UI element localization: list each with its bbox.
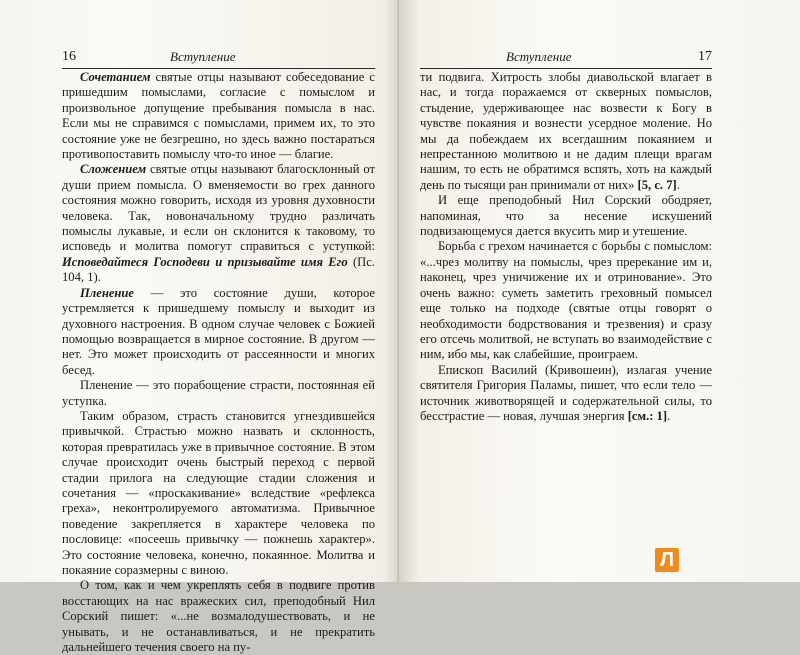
page-number: 17 [698, 49, 712, 64]
paragraph-text: святые отцы называют благосклонный от души прием помысла. О вменяемости во грех данного состояния можно говорить, исходя из уровня духовности человека. Так, новоначальному трудно различать помыслы лукавые, и если он склонится к таковому, то исповедь и молитва помогут справиться с уступкой: [62, 162, 375, 254]
paragraph-text: святые отцы называют собеседование с пришедшим помыслами, согласие с помыслом и произвольное допущение пребывания помысла в нас. Если мы не справимся с помыслами, примем их, то это состояние уже не безгрешно, но здесь важно постараться противопоставить помыслу что-то иное — благие. [62, 70, 375, 162]
scripture-reference: (Пс. 104, 1). [62, 254, 375, 285]
term-highlight: Пленение [80, 285, 135, 300]
paragraph: Борьба с грехом начинается с борьбы с помыслом: «...чрез молитву на помыслы, чрез пререкание им и, наконец, чрез уничижение их и отринование». Это очень важно: суметь заметить греховный помысел еще только на подходе (святые отцы говорят о необходимости бодрствования и трезвения) и сразу его отсечь молитвой, не вступать во взаимодействие с ним, ибо мы, как слабейшие, проиграем. [420, 239, 712, 362]
left-page-header [62, 48, 375, 69]
term-highlight: Сложением [80, 162, 147, 177]
paragraph-text: ти подвига. Хитрость злобы диавольской влагает в нас, и тогда поражаемся от скверных помыслов, стыдение, удерживающее нас возвести к Богу в чувстве покаяния и вознести усердное моление. Но мы да побеждаем их всегдашним покаянием и непрестанною молитвою и не дадим плещи врагам нашим, то есть не обратимся вспять, хоть на каждый день по тысящи ран принимали от них» [420, 70, 712, 192]
page-number: 16 [62, 49, 76, 64]
left-page [0, 0, 399, 655]
paragraph [62, 70, 375, 162]
paragraph: Епископ Василий (Кривошеин), излагая учение святителя Григория Паламы, пишет, что если тело — источник животворящей и содержательной силы, то бесстрастие — новая, лучшая энергия [см.: 1]. [420, 362, 712, 423]
citation: [см.: 1] [627, 408, 668, 423]
right-page-header [420, 48, 712, 69]
running-title: Вступление [170, 49, 236, 64]
left-page-body [62, 70, 375, 655]
paragraph: И еще преподобный Нил Сорский ободряет, напоминая, что за несение искушений подвизающемуся дается вкусить мир и утешение. [420, 193, 712, 239]
paragraph: ти подвига. Хитрость злобы диавольской влагает в нас, и тогда поражаемся от скверных помыслов, стыдение, удерживающее нас возвести к Богу в чувстве покаяния и вознести усердное моление. Но мы да побеждаем их всегдашним покаянием и непрестанною молитвою и не дадим плещи врагам нашим, то есть не обратимся вспять, хоть на каждый день по тысящи ран принимали от них» [5, с. 7]. [420, 70, 712, 192]
scripture-quote: Исповедайтеся Господеви и призывайте имя Его [62, 254, 348, 269]
paragraph [62, 162, 375, 285]
term-highlight: Сочетанием [80, 70, 151, 84]
running-title: Вступление [506, 49, 572, 64]
paragraph-text: — это состояние души, которое устремляется к пришедшему помыслу и выходит из духовного настроения. В одном случае человек с Божией помощью возвращается в мирное состояние. В другом — нет. Это может происходить от рассеянности и многих бесед. [62, 285, 375, 377]
paragraph: Таким образом, страсть становится угнездившейся привычкой. Страстью можно назвать и склонность, которая превратилась уже в привычное состояние. В этом случае происходит очень быстрый переход с первой стадии прилога на следующие стадии сложения и сочетания — «проскакивание» вследствие «рефлекса греха», неконтролируемого автоматизма. Привычное поведение закрепляется в характере человека по пословице: «посеешь привычку — пожнешь характер». Это состояние человека, конечно, покаянное. Молитва и покаяние соразмерны с виною. [62, 408, 375, 577]
paragraph: Пленение — это порабощение страсти, постоянная ей уступка. [62, 378, 375, 408]
paragraph: О том, как и чем укреплять себя в подвиге против восстающих на нас вражеских сил, преподобный Нил Сорский пишет: «...не возмалодушествовать, и не унывать, и не останавливаться, и не прекратить дальнейшего течения своего на пу- [62, 578, 375, 655]
right-page-body [420, 70, 712, 424]
labirint-logo-icon: Л [655, 548, 679, 572]
citation: [5, с. 7] [637, 177, 677, 192]
right-page [399, 0, 800, 582]
paragraph-text: Епископ Василий (Кривошеин), излагая учение святителя Григория Паламы, пишет, что если тело — источник животворящей и содержательной силы, то бесстрастие — новая, лучшая энергия [420, 362, 712, 423]
paragraph [62, 286, 375, 378]
